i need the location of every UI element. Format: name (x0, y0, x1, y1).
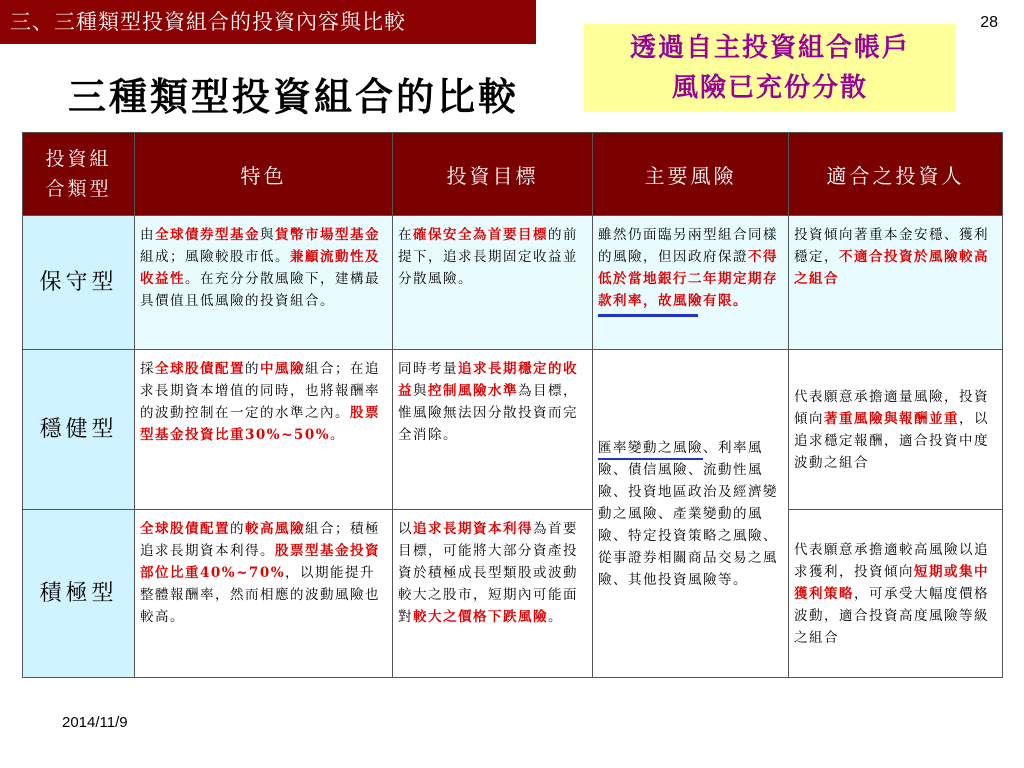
highlight-text: 較高風險 (245, 521, 305, 537)
shared-risk-rest: 、利率風險、債信風險、流動性風險、投資地區政治及經濟變動之風險、產業變動的風險、特定投資策略之風險、從事證券相關商品交易之風險、其他投資風險等。 (598, 439, 778, 588)
callout-box (584, 24, 956, 112)
body-text: 與 (260, 227, 275, 243)
shared-risk-underlined: 匯率變動之風險 (598, 440, 703, 460)
table-row (23, 216, 1003, 350)
comparison-table (22, 132, 1003, 678)
investor-cell (789, 216, 1003, 350)
highlight-text: 兼顧流動性及收益性 (140, 249, 380, 287)
feature-cell (135, 350, 393, 510)
shared-risk-cell (593, 350, 789, 678)
body-text: 與 (413, 383, 428, 399)
body-text: ，以期能提升整體報酬率，然而相應的波動風險也較高。 (140, 565, 380, 625)
underline-mark (598, 314, 698, 317)
highlight-text: 全球股債配置 (155, 361, 245, 377)
body-text: 同時考量 (398, 361, 458, 377)
investor-cell (789, 510, 1003, 678)
objective-cell (393, 510, 593, 678)
body-text: 代表願意承擔適較高風險以追求獲利，投資傾向 (794, 541, 989, 580)
callout-line-1: 透過自主投資組合帳戶 (629, 33, 910, 63)
body-text: ，以追求穩定報酬，適合投資中度波動之組合 (794, 410, 989, 471)
objective-cell (393, 216, 593, 350)
page-number: 28 (980, 14, 998, 31)
header-risk: 主要風險 (593, 133, 789, 216)
type-aggressive: 積極型 (23, 510, 135, 678)
highlight-text: 中風險 (260, 361, 305, 377)
body-text: 為目標，惟風險無法因分散投資而完全消除。 (398, 383, 578, 443)
body-text: 代表願意承擔適量風險，投資傾向 (794, 388, 989, 427)
body-text: 的 (230, 521, 245, 537)
body-text: 投資傾向著重本金安穩、獲利穩定， (794, 227, 989, 265)
highlight-text: 短期或集中獲利策略 (794, 563, 989, 602)
highlight-text: 股票型基金投資部位比重40%~70% (140, 543, 380, 581)
table-header-row (23, 133, 1003, 216)
body-text: 的前提下，追求長期固定收益並分散風險。 (398, 227, 578, 287)
highlight-text: 股票型基金投資比重30%~50% (140, 405, 380, 443)
highlight-text: 不適合投資於風險較高之組合 (794, 249, 989, 287)
body-text: 的 (245, 361, 260, 377)
objective-cell (393, 350, 593, 510)
body-text: 在 (398, 227, 413, 243)
header-investor: 適合之投資人 (789, 133, 1003, 216)
table-row (23, 510, 1003, 678)
highlight-text: 貨幣市場型基金 (275, 227, 380, 243)
body-text: 組合；積極追求長期資本利得。 (140, 521, 380, 559)
body-text: 採 (140, 361, 155, 377)
body-text: 以 (398, 521, 413, 537)
body-text: 。在充分分散風險下，建構最具價值且低風險的投資組合。 (140, 271, 380, 309)
body-text: 。 (548, 609, 563, 625)
feature-cell (135, 510, 393, 678)
table-row (23, 350, 1003, 510)
highlight-text: 著重風險與報酬並重 (824, 410, 959, 427)
callout-line-2: 風險已充份分散 (671, 73, 868, 103)
type-conservative: 保守型 (23, 216, 135, 350)
header-objective: 投資目標 (393, 133, 593, 216)
feature-cell (135, 216, 393, 350)
footer-date: 2014/11/9 (62, 714, 128, 731)
type-balanced: 穩健型 (23, 350, 135, 510)
body-text: 雖然仍面臨另兩型組合同樣的風險，但因政府保證 (598, 227, 778, 265)
header-type: 投資組合類型 (23, 133, 135, 216)
body-text: 組合；在追求長期資本增值的同時，也將報酬率的波動控制在一定的水準之內。 (140, 361, 380, 421)
body-text: 為首要目標，可能將大部分資產投資於積極成長型類股或波動較大之股市，短期內可能面對 (398, 521, 578, 625)
highlight-text: 控制風險水準 (428, 383, 518, 399)
highlight-text: 全球債券型基金 (155, 227, 260, 243)
header-feature: 特色 (135, 133, 393, 216)
section-tag: 三、三種類型投資組合的投資內容與比較 (0, 0, 536, 44)
highlight-text: 追求長期資本利得 (413, 521, 533, 537)
body-text: ，可承受大幅度價格波動，適合投資高度風險等級之組合 (794, 585, 989, 646)
body-text: 組成；風險較股市低。 (140, 249, 290, 265)
investor-cell (789, 350, 1003, 510)
body-text: 。 (330, 427, 346, 443)
highlight-text: 不得低於當地銀行二年期定期存款利率，故風險有限。 (598, 249, 778, 309)
highlight-text: 追求長期穩定的收益 (398, 361, 578, 399)
risk-cell (593, 216, 789, 350)
highlight-text: 確保安全為首要目標 (413, 227, 548, 243)
page-title: 三種類型投資組合的比較 (68, 74, 520, 119)
body-text: 由 (140, 227, 155, 243)
highlight-text: 較大之價格下跌風險 (413, 609, 548, 625)
highlight-text: 全球股債配置 (140, 521, 230, 537)
